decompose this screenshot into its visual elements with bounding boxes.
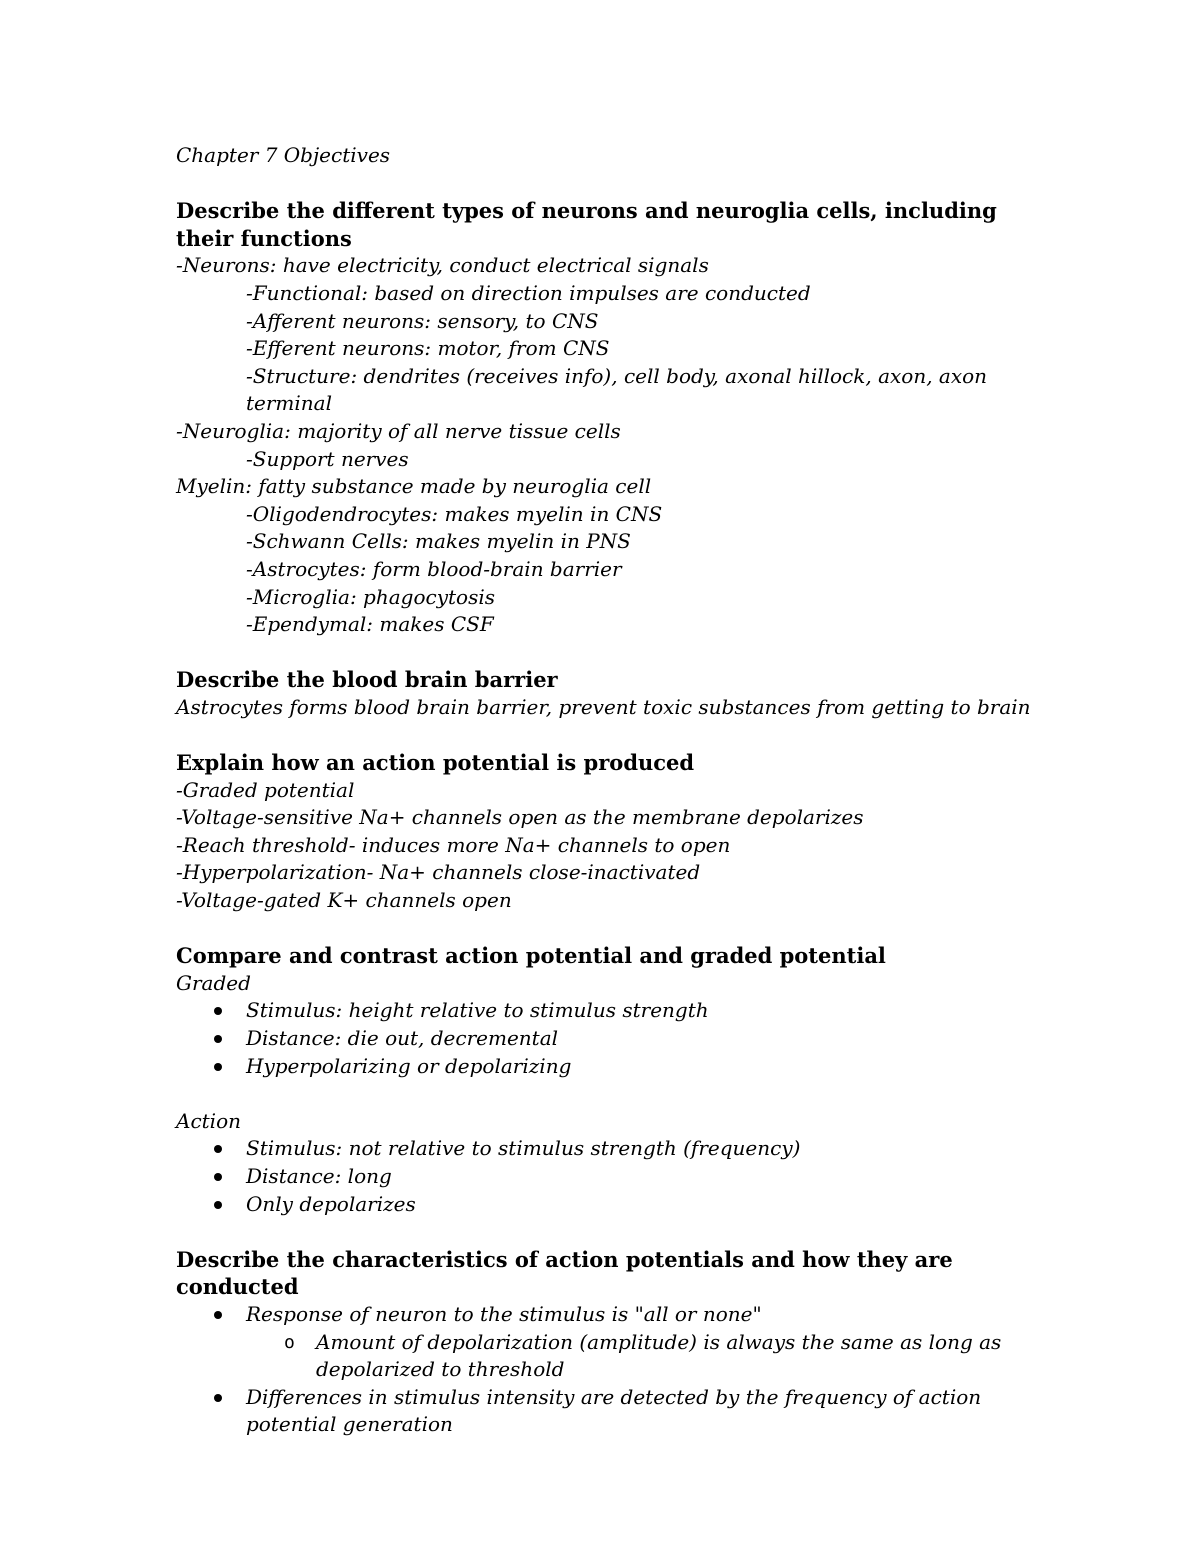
spacer xyxy=(176,170,1036,198)
list-item xyxy=(176,1301,1036,1384)
list-item: Hyperpolarizing or depolarizing xyxy=(176,1053,1036,1081)
spacer xyxy=(176,639,1036,667)
section-heading-neurons: Describe the different types of neurons and neuroglia cells, including their functions xyxy=(176,198,997,251)
text-line: -Afferent neurons: sensory, to CNS xyxy=(246,308,599,333)
text-line: -Schwann Cells: makes myelin in PNS xyxy=(246,529,631,554)
text-line: -Neurons: have electricity, conduct electrical signals xyxy=(176,253,709,278)
graded-list xyxy=(176,997,1036,1080)
text-line: -Oligodendrocytes: makes myelin in CNS xyxy=(246,501,663,526)
text-line: -Neuroglia: majority of all nerve tissue cells xyxy=(176,418,621,443)
sub-list xyxy=(176,1329,1036,1384)
action-list xyxy=(176,1135,1036,1218)
spacer xyxy=(176,721,1036,749)
text-line: -Reach threshold- induces more Na+ channels to open xyxy=(176,832,731,857)
text-line: -Efferent neurons: motor, from CNS xyxy=(246,336,610,361)
characteristics-list xyxy=(176,1301,1036,1439)
list-item: Only depolarizes xyxy=(176,1191,1036,1219)
sub-list-item-text: Amount of depolarization (amplitude) is always the same as long as depolarized to threshold xyxy=(316,1329,1002,1382)
list-item: Distance: long xyxy=(176,1163,1036,1191)
section-heading-compare: Compare and contrast action potential and graded potential xyxy=(176,943,886,969)
sub-list-item xyxy=(176,1329,1036,1384)
text-line: Myelin: fatty substance made by neuroglia cell xyxy=(176,474,652,499)
document-body xyxy=(176,142,1036,1439)
list-item: Stimulus: height relative to stimulus strength xyxy=(176,997,1036,1025)
list-item: Distance: die out, decremental xyxy=(176,1025,1036,1053)
text-line: -Hyperpolarization- Na+ channels close-inactivated xyxy=(176,860,701,885)
text-line: -Ependymal: makes CSF xyxy=(246,612,494,637)
text-line: -Graded potential xyxy=(176,777,355,802)
action-label: Action xyxy=(176,1108,241,1133)
section-heading-bbb: Describe the blood brain barrier xyxy=(176,667,558,693)
spacer xyxy=(176,915,1036,943)
text-line: -Astrocytes: form blood-brain barrier xyxy=(246,556,622,581)
text-line: -Voltage-sensitive Na+ channels open as the membrane depolarizes xyxy=(176,805,864,830)
text-line: Astrocytes forms blood brain barrier, prevent toxic substances from getting to brain xyxy=(176,694,1031,719)
spacer xyxy=(176,1218,1036,1246)
list-item: Differences in stimulus intensity are detected by the frequency of action potential generation xyxy=(176,1384,1036,1439)
graded-label: Graded xyxy=(176,970,251,995)
chapter-title: Chapter 7 Objectives xyxy=(176,143,391,167)
section-heading-characteristics: Describe the characteristics of action potentials and how they are conducted xyxy=(176,1246,953,1300)
list-item-text: Response of neuron to the stimulus is "all or none" xyxy=(246,1301,762,1326)
list-item: Stimulus: not relative to stimulus strength (frequency) xyxy=(176,1135,1036,1163)
spacer xyxy=(176,1080,1036,1108)
text-line: -Support nerves xyxy=(246,446,409,471)
section-heading-action-potential: Explain how an action potential is produced xyxy=(176,750,695,776)
text-line: -Voltage-gated K+ channels open xyxy=(176,888,512,913)
text-line: -Structure: dendrites (receives info), cell body, axonal hillock, axon, axon terminal xyxy=(246,363,988,416)
text-line: -Microglia: phagocytosis xyxy=(246,584,496,609)
text-line: -Functional: based on direction impulses are conducted xyxy=(246,280,811,305)
